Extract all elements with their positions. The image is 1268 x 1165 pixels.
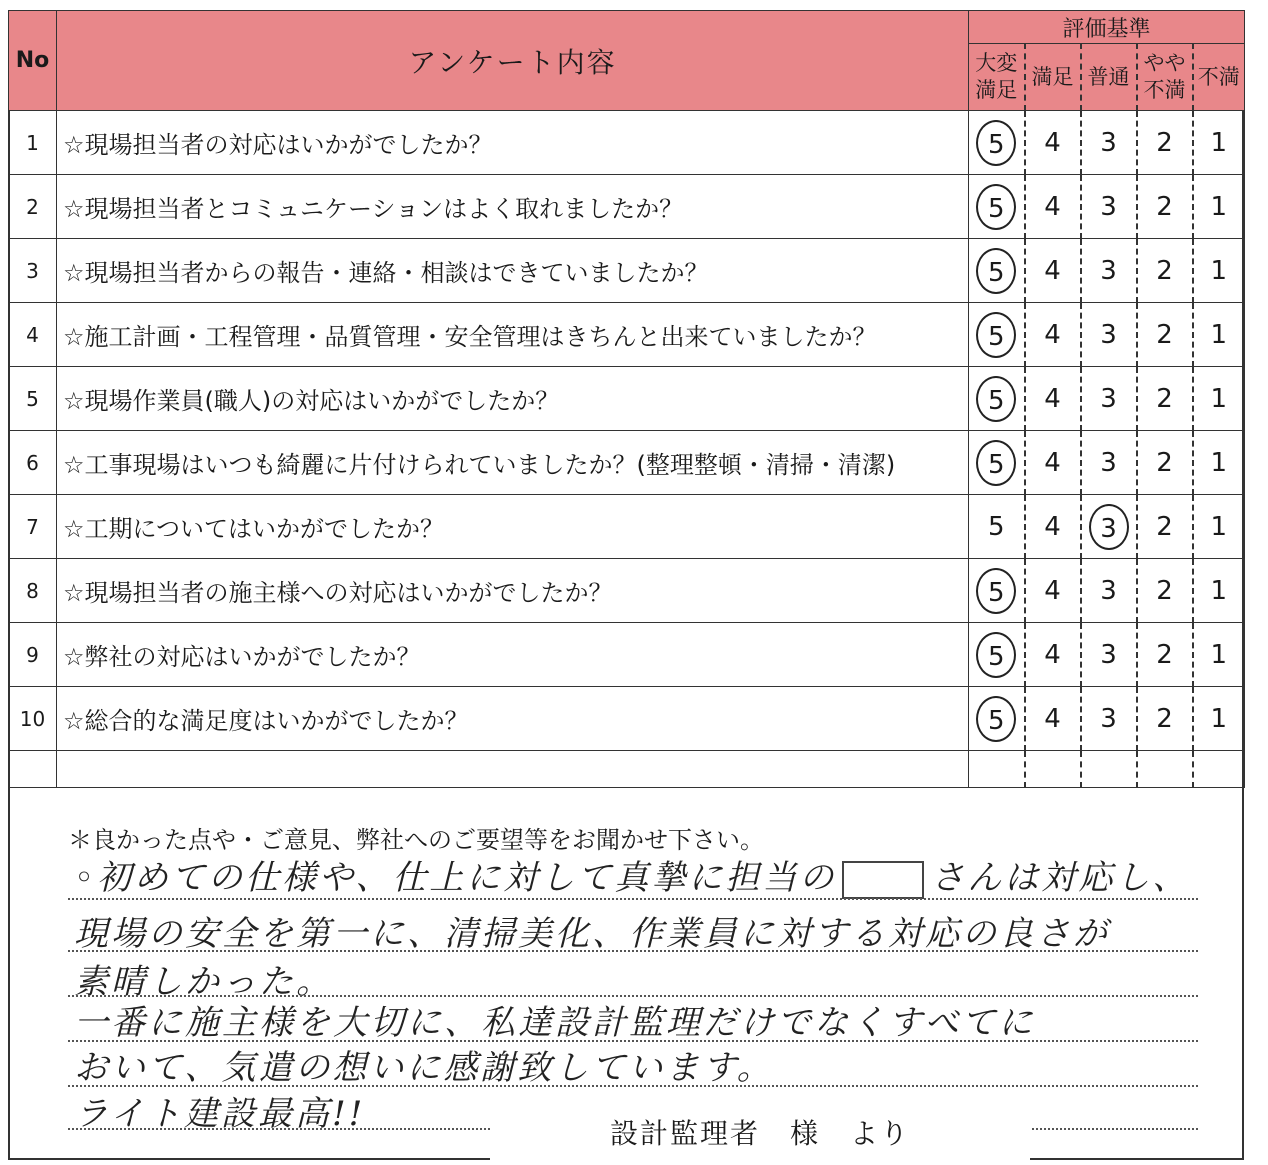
score-value: 1 — [1210, 255, 1228, 286]
blank-cell — [1081, 751, 1137, 788]
score-option[interactable] — [1137, 687, 1193, 751]
score-value: 4 — [1044, 511, 1061, 542]
score-option[interactable] — [1193, 687, 1245, 751]
score-option[interactable] — [1193, 367, 1245, 431]
comments-section — [10, 790, 1242, 1158]
score-value: 5 — [976, 184, 1016, 230]
question-text: ☆現場作業員(職人)の対応はいかがでしたか？ — [57, 367, 969, 431]
score-option[interactable] — [1025, 623, 1081, 687]
score-option[interactable] — [1025, 687, 1081, 751]
score-value: 3 — [1100, 319, 1117, 350]
redacted-name — [842, 861, 924, 899]
score-option[interactable] — [1137, 111, 1193, 175]
question-text: ☆現場担当者からの報告・連絡・相談はできていましたか？ — [57, 239, 969, 303]
question-row — [9, 111, 1245, 175]
score-value: 3 — [1089, 504, 1129, 550]
score-option-selected[interactable] — [969, 687, 1025, 751]
question-row — [9, 559, 1245, 623]
score-option[interactable] — [1081, 367, 1137, 431]
question-text: ☆工事現場はいつも綺麗に片付けられていましたか？(整理整頓・清掃・清潔) — [57, 431, 969, 495]
question-number: 8 — [9, 559, 57, 623]
blank-cell — [1137, 751, 1193, 788]
score-option[interactable] — [1081, 431, 1137, 495]
blank-cell — [969, 751, 1025, 788]
blank-cell — [57, 751, 969, 788]
score-value: 3 — [1100, 127, 1117, 158]
header-level-4: やや 不満 — [1137, 44, 1193, 111]
question-row — [9, 367, 1245, 431]
question-text: ☆現場担当者の対応はいかがでしたか？ — [57, 111, 969, 175]
score-option-selected[interactable] — [969, 239, 1025, 303]
ruled-line — [68, 950, 1198, 952]
comment-line-1 — [74, 850, 1189, 899]
score-option[interactable] — [1025, 303, 1081, 367]
header-criteria: 評価基準 — [969, 11, 1245, 44]
score-value: 5 — [976, 632, 1016, 678]
score-value: 4 — [1044, 703, 1061, 734]
question-row — [9, 239, 1245, 303]
score-value: 5 — [976, 120, 1016, 166]
score-option-selected[interactable] — [969, 559, 1025, 623]
score-option[interactable] — [1081, 175, 1137, 239]
score-value: 1 — [1210, 639, 1228, 670]
score-option[interactable] — [1137, 175, 1193, 239]
score-value: 4 — [1044, 255, 1061, 286]
score-option[interactable] — [1193, 495, 1245, 559]
score-value: 1 — [1210, 191, 1228, 222]
signature: 設計監理者 様 より — [490, 1108, 1030, 1160]
score-value: 2 — [1156, 191, 1173, 222]
comment-line-6: ライト建設最高!! — [74, 1094, 366, 1134]
score-option[interactable] — [1025, 431, 1081, 495]
score-value: 3 — [1100, 447, 1117, 478]
score-option-selected[interactable] — [969, 303, 1025, 367]
blank-row — [9, 751, 1245, 788]
score-value: 1 — [1210, 383, 1228, 414]
blank-cell — [1193, 751, 1245, 788]
score-value: 2 — [1156, 703, 1173, 734]
comment-line-3: 素晴しかった。 — [74, 962, 333, 1002]
header-level-3: 普通 — [1081, 44, 1137, 111]
score-value: 3 — [1100, 191, 1117, 222]
score-option[interactable] — [1137, 367, 1193, 431]
score-option[interactable] — [1193, 239, 1245, 303]
comments-prompt: ＊良かった点や・ご意見、弊社へのご要望等をお聞かせ下さい。 — [68, 826, 764, 854]
header-no: No — [9, 11, 57, 111]
question-number: 10 — [9, 687, 57, 751]
score-value: 4 — [1044, 127, 1061, 158]
ruled-line — [68, 898, 1198, 900]
score-value: 3 — [1100, 575, 1117, 606]
question-row — [9, 303, 1245, 367]
question-number: 7 — [9, 495, 57, 559]
score-value: 3 — [1100, 639, 1117, 670]
header-content: アンケート内容 — [57, 11, 969, 111]
score-option-selected[interactable] — [969, 431, 1025, 495]
score-option-selected[interactable] — [969, 623, 1025, 687]
score-value: 3 — [1100, 255, 1117, 286]
score-option[interactable] — [1025, 239, 1081, 303]
question-number: 9 — [9, 623, 57, 687]
question-text: ☆工期についてはいかがでしたか？ — [57, 495, 969, 559]
score-value: 1 — [1210, 447, 1228, 478]
score-value: 5 — [987, 511, 1005, 542]
question-number: 5 — [9, 367, 57, 431]
score-value: 4 — [1044, 575, 1061, 606]
score-value: 5 — [976, 440, 1016, 486]
score-option[interactable] — [1193, 431, 1245, 495]
score-value: 4 — [1044, 319, 1061, 350]
score-option-selected[interactable] — [969, 367, 1025, 431]
score-option[interactable] — [969, 495, 1025, 559]
question-text: ☆施工計画・工程管理・品質管理・安全管理はきちんと出来ていましたか？ — [57, 303, 969, 367]
question-row — [9, 495, 1245, 559]
question-number: 6 — [9, 431, 57, 495]
score-value: 1 — [1210, 703, 1228, 734]
score-option[interactable] — [1137, 623, 1193, 687]
score-option-selected[interactable] — [969, 111, 1025, 175]
question-number: 1 — [9, 111, 57, 175]
score-value: 4 — [1044, 191, 1061, 222]
score-value: 2 — [1156, 383, 1173, 414]
question-row — [9, 175, 1245, 239]
question-text: ☆現場担当者の施主様への対応はいかがでしたか？ — [57, 559, 969, 623]
score-option[interactable] — [1081, 687, 1137, 751]
header-level-1: 大変 満足 — [969, 44, 1025, 111]
score-option[interactable] — [1193, 111, 1245, 175]
score-option[interactable] — [1137, 303, 1193, 367]
score-value: 4 — [1044, 447, 1061, 478]
comment-line-5: おいて、気遣の想いに感謝致しています。 — [74, 1048, 774, 1088]
score-value: 2 — [1156, 511, 1173, 542]
score-value: 2 — [1156, 575, 1173, 606]
score-option[interactable] — [1193, 175, 1245, 239]
score-option[interactable] — [1025, 367, 1081, 431]
header-level-5: 不満 — [1193, 44, 1245, 111]
score-value: 1 — [1210, 319, 1228, 350]
comment-line-1b: さんは対応し、 — [930, 858, 1190, 898]
question-row — [9, 431, 1245, 495]
score-option[interactable] — [1025, 175, 1081, 239]
score-option[interactable] — [1137, 431, 1193, 495]
score-value: 5 — [976, 312, 1016, 358]
score-value: 2 — [1156, 255, 1173, 286]
comment-line-1a: ◦初めての仕様や、仕上に対して真摯に担当の — [74, 858, 837, 898]
score-option[interactable] — [1137, 559, 1193, 623]
question-text: ☆弊社の対応はいかがでしたか？ — [57, 623, 969, 687]
score-option[interactable] — [1193, 303, 1245, 367]
score-value: 2 — [1156, 447, 1173, 478]
score-option[interactable] — [1193, 623, 1245, 687]
score-value: 5 — [976, 376, 1016, 422]
score-option[interactable] — [1081, 303, 1137, 367]
header-level-2: 満足 — [1025, 44, 1081, 111]
score-option-selected[interactable] — [1081, 495, 1137, 559]
question-text: ☆現場担当者とコミュニケーションはよく取れましたか？ — [57, 175, 969, 239]
question-number: 2 — [9, 175, 57, 239]
score-value: 5 — [976, 696, 1016, 742]
score-option[interactable] — [1193, 559, 1245, 623]
score-option[interactable] — [1081, 111, 1137, 175]
question-number: 3 — [9, 239, 57, 303]
score-value: 2 — [1156, 319, 1173, 350]
score-value: 5 — [976, 248, 1016, 294]
question-text: ☆総合的な満足度はいかがでしたか？ — [57, 687, 969, 751]
score-option[interactable] — [1025, 495, 1081, 559]
score-value: 2 — [1156, 127, 1173, 158]
score-value: 2 — [1156, 639, 1173, 670]
question-number: 4 — [9, 303, 57, 367]
score-value: 1 — [1210, 575, 1228, 606]
question-row — [9, 687, 1245, 751]
blank-cell — [1025, 751, 1081, 788]
question-row — [9, 623, 1245, 687]
score-option[interactable] — [1025, 559, 1081, 623]
score-option[interactable] — [1081, 623, 1137, 687]
score-option[interactable] — [1081, 559, 1137, 623]
score-option[interactable] — [1137, 239, 1193, 303]
blank-cell — [9, 751, 57, 788]
score-value: 1 — [1210, 127, 1228, 158]
comment-line-2: 現場の安全を第一に、清掃美化、作業員に対する対応の良さが — [74, 914, 1110, 954]
score-value: 3 — [1100, 383, 1117, 414]
score-value: 3 — [1100, 703, 1117, 734]
score-value: 4 — [1044, 639, 1061, 670]
score-option[interactable] — [1137, 495, 1193, 559]
score-option-selected[interactable] — [969, 175, 1025, 239]
score-value: 5 — [976, 568, 1016, 614]
score-value: 4 — [1044, 383, 1061, 414]
survey-table — [8, 10, 1245, 788]
score-option[interactable] — [1081, 239, 1137, 303]
score-value: 1 — [1210, 511, 1228, 542]
comment-line-4: 一番に施主様を大切に、私達設計監理だけでなくすべてに — [74, 1003, 1036, 1043]
score-option[interactable] — [1025, 111, 1081, 175]
